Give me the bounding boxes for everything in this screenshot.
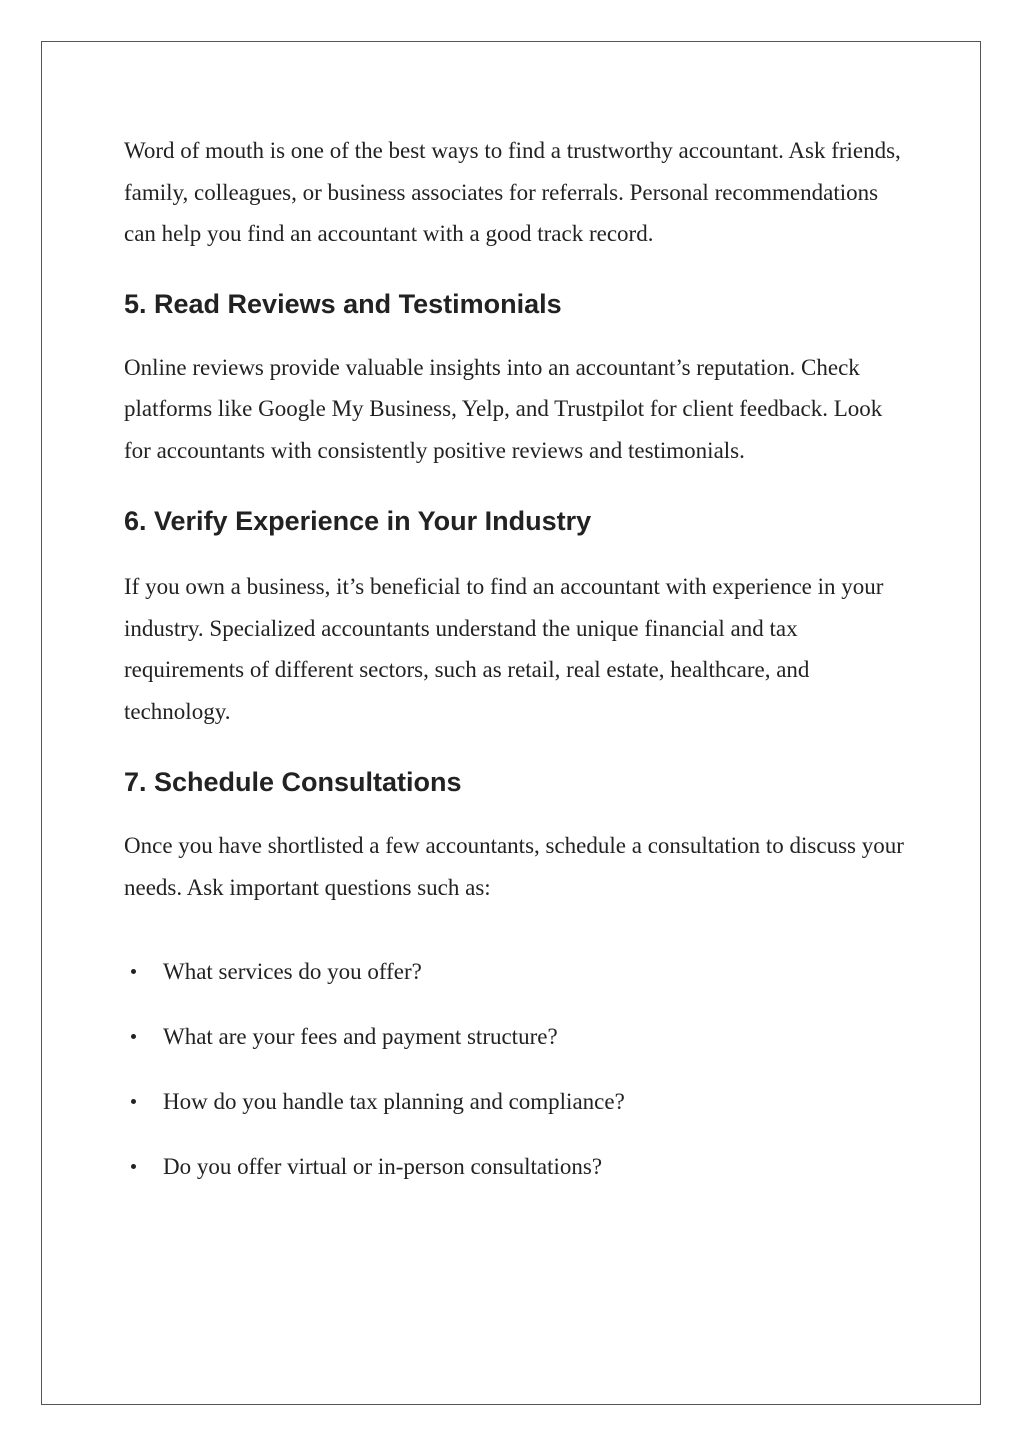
bullet-icon (131, 1099, 136, 1104)
section-body-experience: If you own a business, it’s beneficial to find an accountant with experience in your industry. Specialized accountants understand the unique financial and tax requirements of different sectors, such as retail, real estate, healthcare, and technology. (124, 574, 884, 724)
list-item-text: What are your fees and payment structure? (163, 1024, 558, 1049)
document-body (124, 130, 914, 1211)
question-list (124, 951, 914, 1188)
bullet-icon (131, 1034, 136, 1039)
section-heading-experience: 6. Verify Experience in Your Industry (124, 506, 592, 536)
intro-paragraph: Word of mouth is one of the best ways to find a trustworthy accountant. Ask friends, family, colleagues, or business associates for referrals. Personal recommendations can help you find an accountant with a good track record. (124, 138, 901, 246)
list-item (124, 1081, 914, 1123)
list-item-text: How do you handle tax planning and compliance? (163, 1089, 625, 1114)
bullet-icon (131, 1164, 136, 1169)
section-heading-reviews: 5. Read Reviews and Testimonials (124, 288, 562, 319)
list-item-text: What services do you offer? (163, 959, 422, 984)
list-item (124, 1016, 914, 1058)
section-heading-consultations: 7. Schedule Consultations (124, 767, 462, 797)
list-item (124, 1146, 914, 1188)
bullet-icon (131, 969, 136, 974)
section-body-consultations: Once you have shortlisted a few accountants, schedule a consultation to discuss your needs. Ask important questions such as: (124, 833, 904, 900)
list-item (124, 951, 914, 993)
list-item-text: Do you offer virtual or in-person consultations? (163, 1154, 603, 1179)
section-body-reviews: Online reviews provide valuable insights into an accountant’s reputation. Check platforms like Google My Business, Yelp, and Trustpilot for client feedback. Look for accountants with consistently positive reviews and testimonials. (124, 354, 883, 463)
